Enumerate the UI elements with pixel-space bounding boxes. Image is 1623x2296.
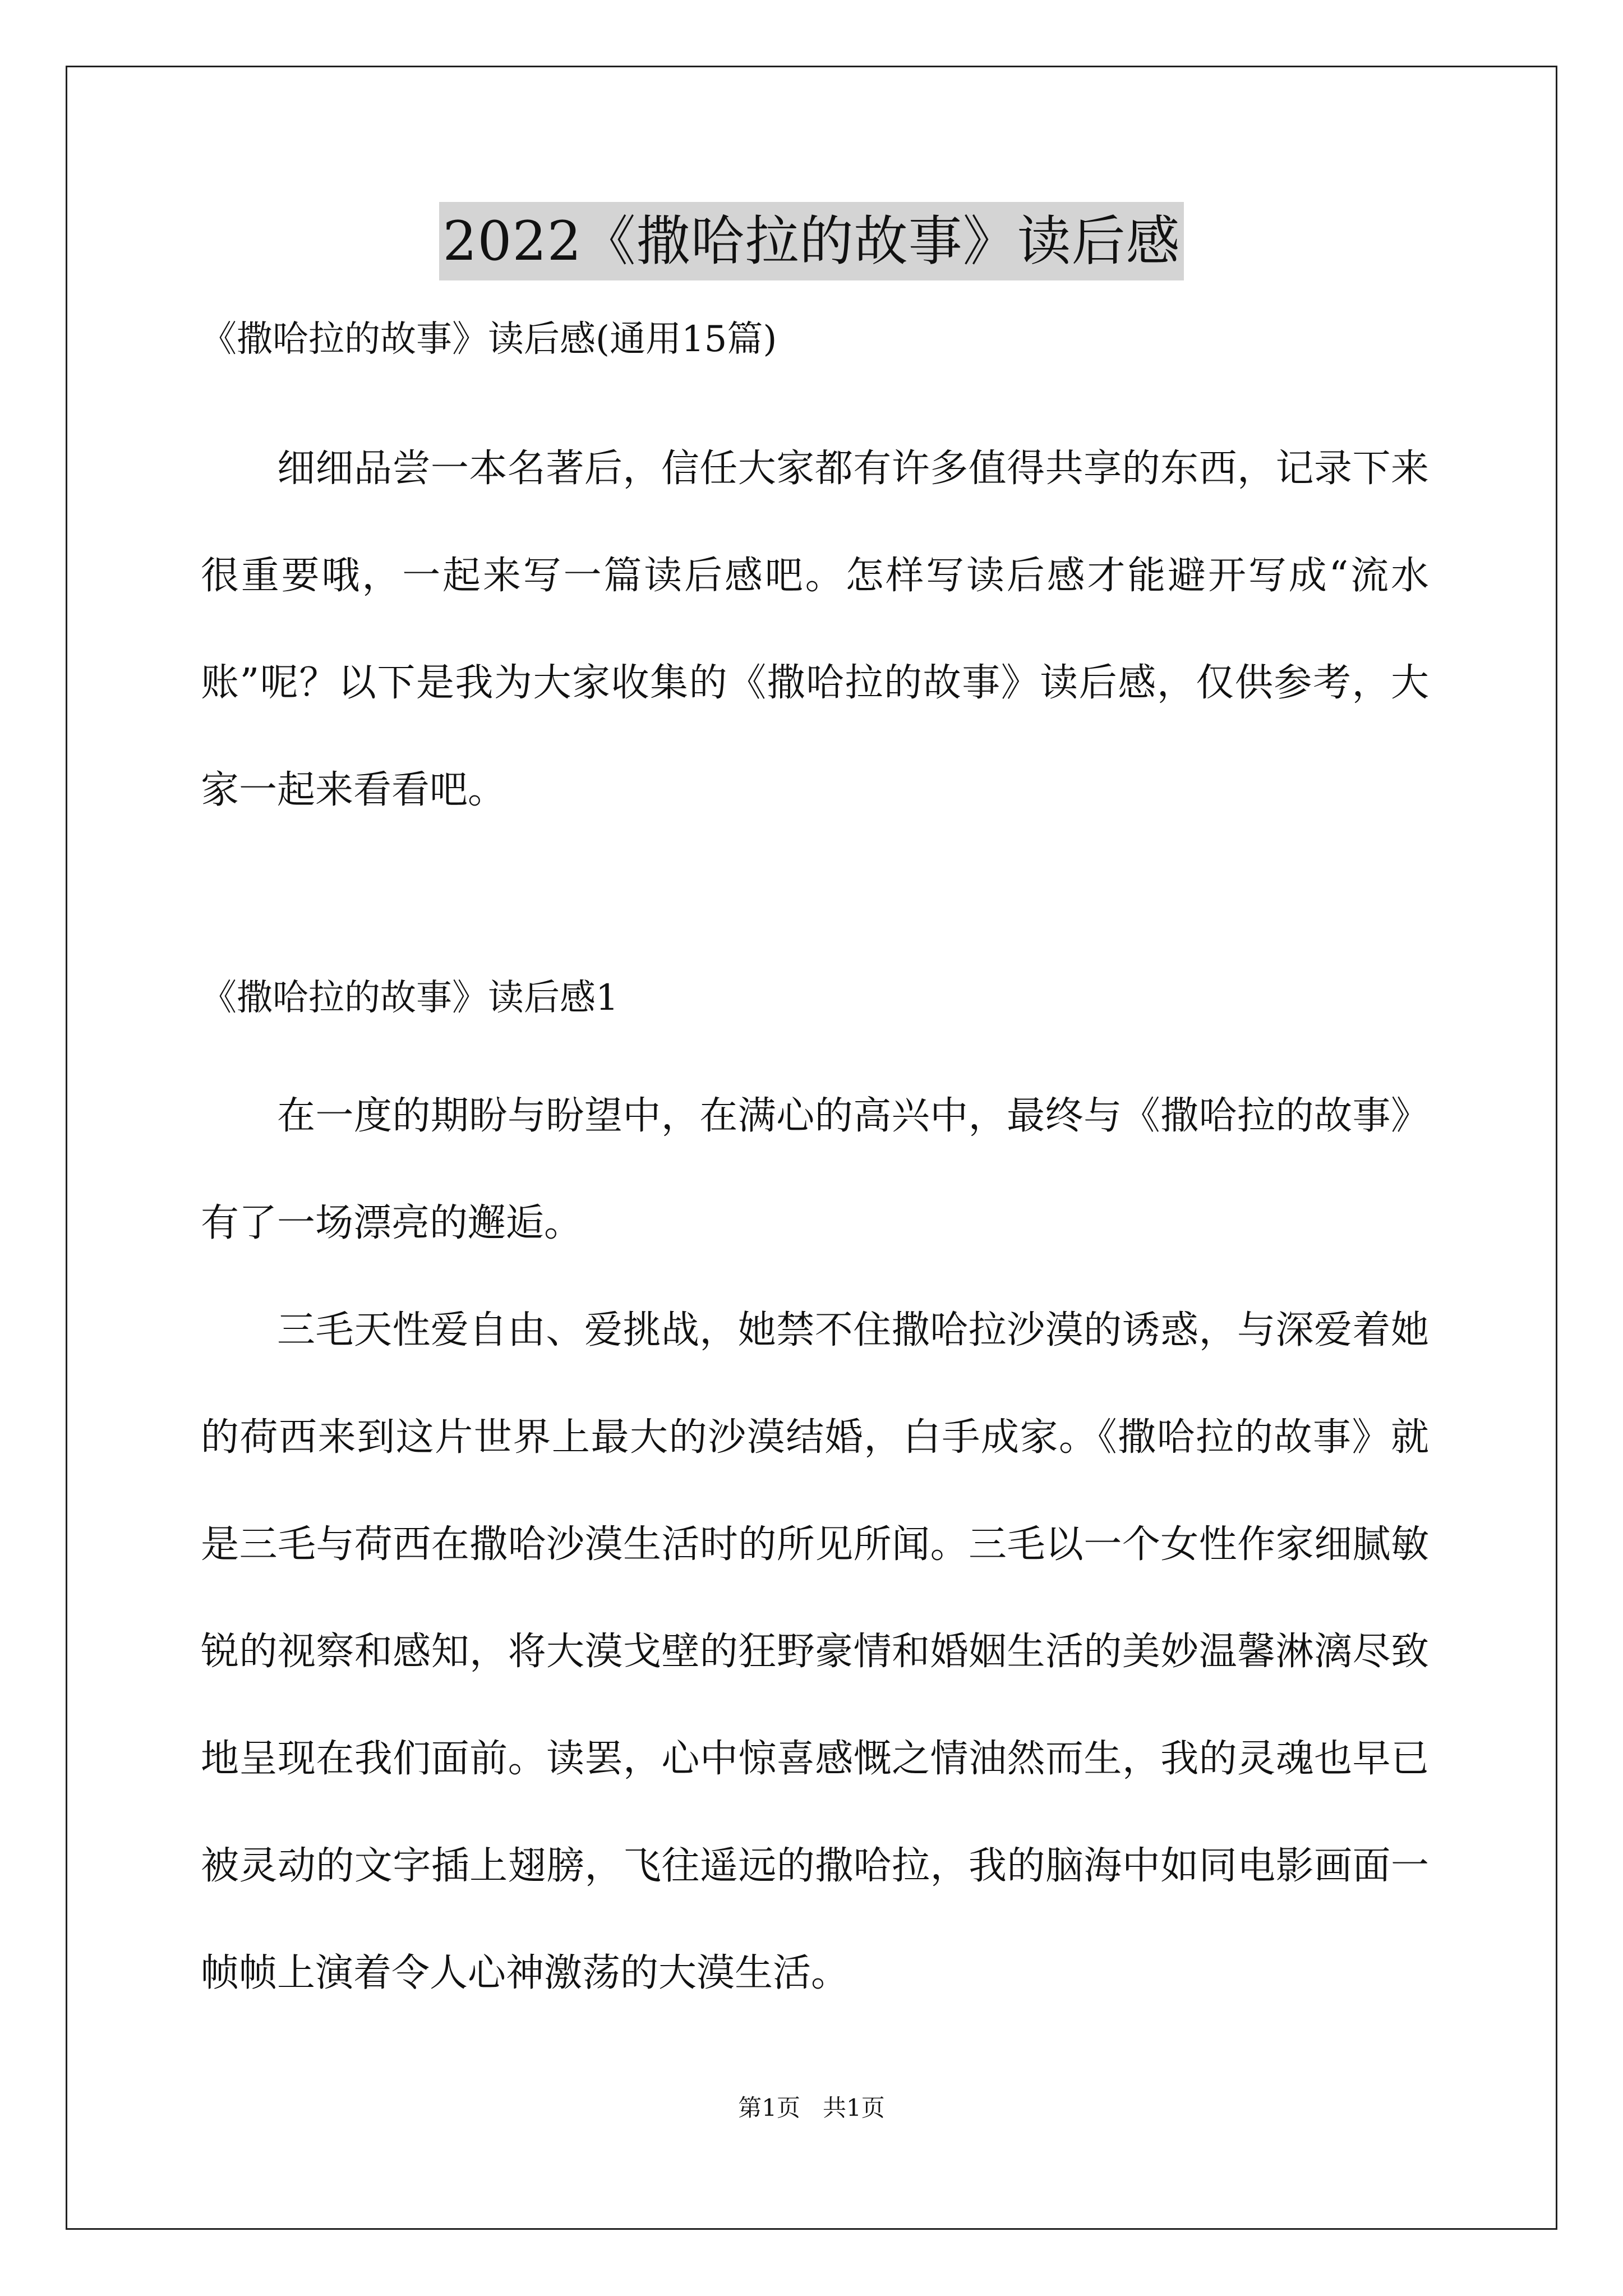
page-number-current: 第1页 [738,2094,800,2122]
intro-paragraph: 细细品尝一本名著后，信任大家都有许多值得共享的东西，记录下来很重要哦，一起来写一篇读后感吧。怎样写读后感才能避开写成“流水账”呢？以下是我为大家收集的《撒哈拉的故事》读后感，仅供参考，大家一起来看看吧。 [201,447,1429,812]
document-title: 2022《撒哈拉的故事》读后感 [439,202,1183,280]
section-paragraph: 三毛天性爱自由、爱挑战，她禁不住撒哈拉沙漠的诱惑，与深爱着她的荷西来到这片世界上最大的沙漠结婚，白手成家。《撒哈拉的故事》就是三毛与荷西在撒哈沙漠生活时的所见所闻。三毛以一个女性作家细腻敏锐的视察和感知，将大漠戈壁的狂野豪情和婚姻生活的美妙温馨淋漓尽致地呈现在我们面前。读罢，心中惊喜感慨之情油然而生，我的灵魂也早已被灵动的文字插上翅膀，飞往遥远的撒哈拉，我的脑海中如同电影画面一帧帧上演着令人心神激荡的大漠生活。 [201,1308,1429,1995]
page-number-total: 共1页 [823,2094,885,2122]
section-heading: 《撒哈拉的故事》读后感1 [201,977,619,1019]
page-footer [0,2091,1623,2125]
section-paragraph: 在一度的期盼与盼望中，在满心的高兴中，最终与《撒哈拉的故事》有了一场漂亮的邂逅。 [201,1094,1429,1245]
document-body [201,314,1429,2027]
document-subtitle: 《撒哈拉的故事》读后感(通用15篇) [201,319,777,360]
title-container [0,202,1623,280]
